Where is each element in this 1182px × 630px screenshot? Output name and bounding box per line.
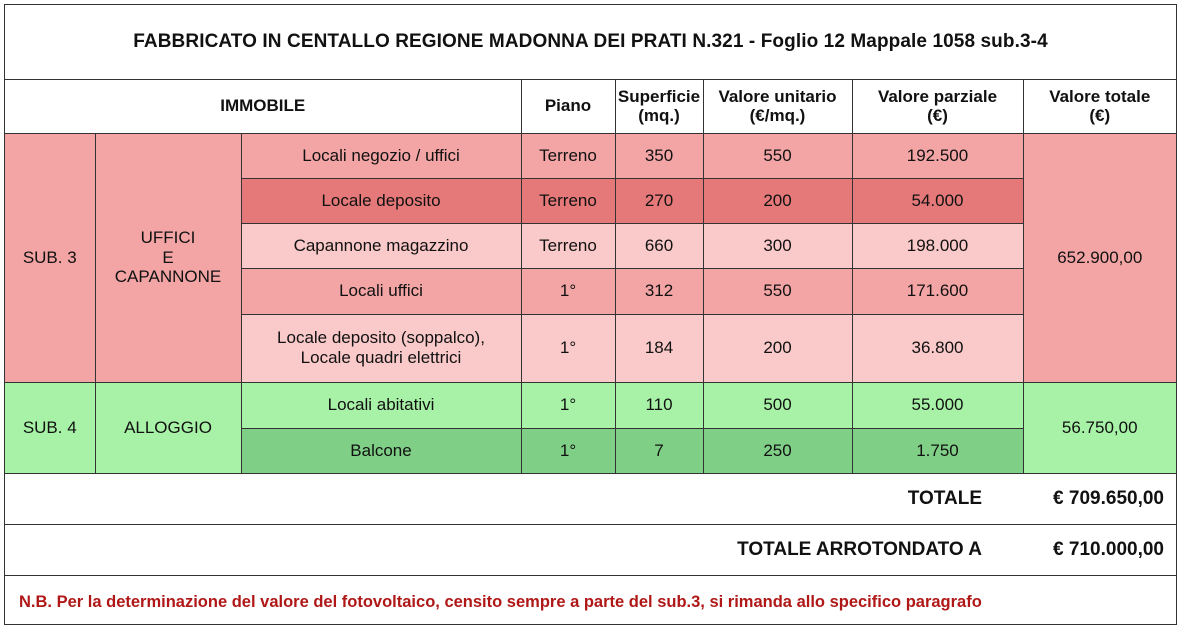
header-row <box>5 80 1176 133</box>
row-valore-unitario: 550 <box>703 133 852 178</box>
header-valore-unitario <box>703 80 852 133</box>
header-valore-totale <box>1023 80 1176 133</box>
valuation-table <box>5 80 1176 474</box>
row-desc: Locali abitativi <box>241 382 521 428</box>
row-superficie: 660 <box>615 223 703 268</box>
row-superficie: 7 <box>615 428 703 473</box>
row-valore-unitario: 500 <box>703 382 852 428</box>
table-row <box>5 133 1176 178</box>
row-valore-unitario: 200 <box>703 178 852 223</box>
sub4-total: 56.750,00 <box>1023 382 1176 473</box>
totale-arrotondato-row <box>5 524 1176 575</box>
header-superficie-label: Superficie <box>617 86 701 106</box>
row-valore-unitario: 200 <box>703 314 852 382</box>
row-desc: Locali negozio / uffici <box>241 133 521 178</box>
totale-arrotondato-value: € 710.000,00 <box>1053 539 1164 560</box>
row-piano: Terreno <box>521 133 615 178</box>
row-valore-parziale: 171.600 <box>852 268 1023 314</box>
row-valore-parziale: 36.800 <box>852 314 1023 382</box>
sub3-category-line: E <box>162 247 174 267</box>
row-piano: 1° <box>521 314 615 382</box>
row-valore-parziale: 1.750 <box>852 428 1023 473</box>
row-valore-parziale: 192.500 <box>852 133 1023 178</box>
header-valore-totale-label: Valore totale <box>1049 86 1151 106</box>
header-valore-unitario-label: Valore unitario <box>718 86 837 106</box>
sheet-title: FABBRICATO IN CENTALLO REGIONE MADONNA DEI PRATI N.321 - Foglio 12 Mappale 1058 sub.3-4 <box>5 5 1176 80</box>
row-valore-unitario: 300 <box>703 223 852 268</box>
header-superficie-unit: (mq.) <box>638 106 680 126</box>
row-piano: 1° <box>521 382 615 428</box>
row-desc: Balcone <box>241 428 521 473</box>
header-piano: Piano <box>521 80 615 133</box>
sub3-category-line: CAPANNONE <box>114 267 222 287</box>
row-valore-parziale: 198.000 <box>852 223 1023 268</box>
row-superficie: 350 <box>615 133 703 178</box>
totals-footer <box>5 473 1176 628</box>
row-superficie: 312 <box>615 268 703 314</box>
row-superficie: 110 <box>615 382 703 428</box>
row-valore-unitario: 250 <box>703 428 852 473</box>
row-piano: 1° <box>521 428 615 473</box>
row-superficie: 184 <box>615 314 703 382</box>
row-piano: 1° <box>521 268 615 314</box>
header-valore-parziale-unit: (€) <box>927 106 948 126</box>
sub3-category <box>95 133 241 382</box>
sub4-category: ALLOGGIO <box>95 382 241 473</box>
sub4-label: SUB. 4 <box>5 382 95 473</box>
header-valore-totale-unit: (€) <box>1089 106 1111 126</box>
table-row <box>5 382 1176 428</box>
row-piano: Terreno <box>521 223 615 268</box>
row-desc: Locali uffici <box>241 268 521 314</box>
sub3-total: 652.900,00 <box>1023 133 1176 382</box>
sub3-category-line: UFFICI <box>140 228 196 248</box>
footnote: N.B. Per la determinazione del valore del fotovoltaico, censito sempre a parte del sub.3, si rimanda allo specifico paragrafo <box>5 575 1176 628</box>
totale-value: € 709.650,00 <box>1053 488 1164 509</box>
row-desc: Capannone magazzino <box>241 223 521 268</box>
header-valore-unitario-unit: (€/mq.) <box>749 106 806 126</box>
row-piano: Terreno <box>521 178 615 223</box>
row-desc-line: Locale quadri elettrici <box>300 348 462 367</box>
row-desc: Locale deposito <box>241 178 521 223</box>
totale-label: TOTALE <box>907 488 982 509</box>
row-valore-parziale: 55.000 <box>852 382 1023 428</box>
row-desc <box>241 314 521 382</box>
header-valore-parziale-label: Valore parziale <box>877 86 998 106</box>
header-superficie <box>615 80 703 133</box>
row-desc-line: Locale deposito (soppalco), <box>277 328 485 348</box>
valuation-sheet <box>4 4 1177 625</box>
row-valore-parziale: 54.000 <box>852 178 1023 223</box>
totale-arrotondato-label: TOTALE ARROTONDATO A <box>737 539 982 560</box>
totale-row <box>5 473 1176 524</box>
header-valore-parziale <box>852 80 1023 133</box>
sub3-label: SUB. 3 <box>5 133 95 382</box>
row-superficie: 270 <box>615 178 703 223</box>
header-immobile: IMMOBILE <box>5 80 521 133</box>
row-valore-unitario: 550 <box>703 268 852 314</box>
